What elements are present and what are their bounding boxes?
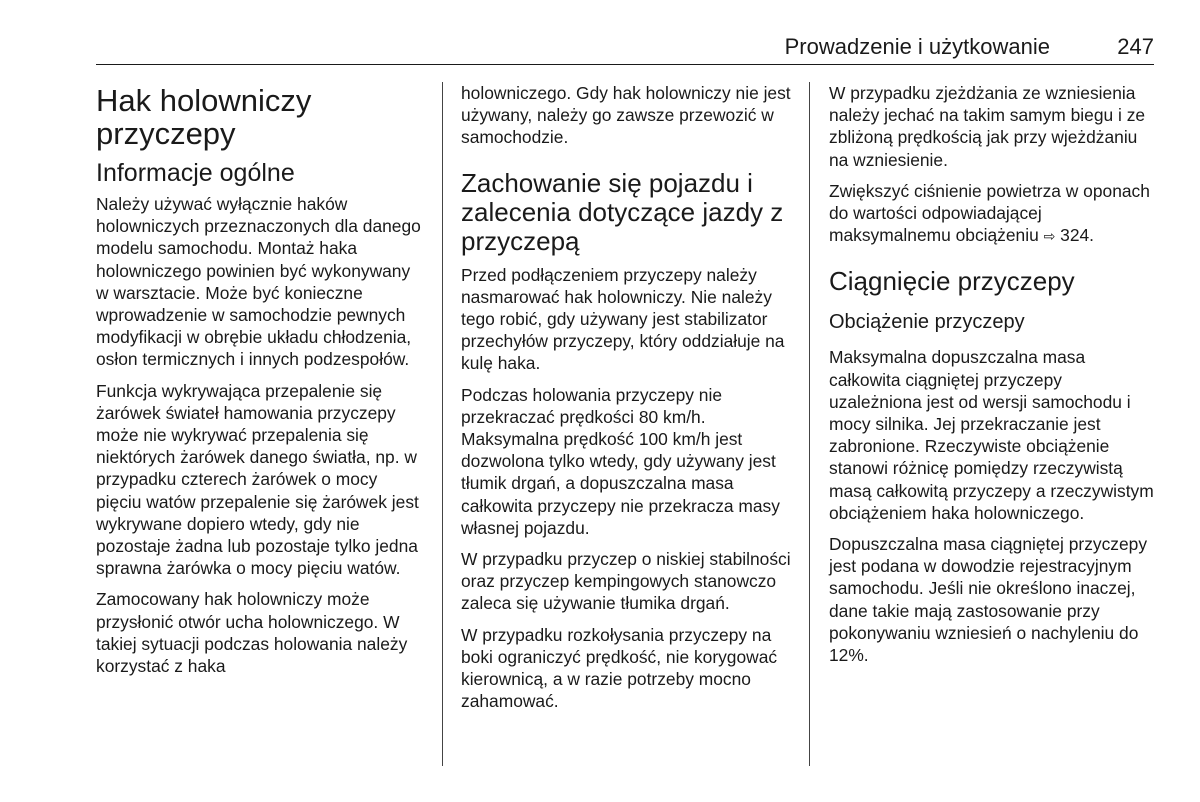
subsection-heading: Obciążenie przyczepy bbox=[829, 311, 1025, 334]
section-heading: Zachowanie się pojazdu i zalecenia dotyczące jazdy z przyczepą bbox=[461, 167, 784, 256]
paragraph: W przypadku przyczep o niskiej stabilności oraz przyczep kempingowych stanowczo zaleca się używanie tłumika drgań. bbox=[461, 549, 791, 614]
column-divider bbox=[809, 82, 810, 766]
section-heading: Ciągnięcie przyczepy bbox=[829, 266, 1075, 297]
page-title: Hak holowniczy przyczepy bbox=[96, 83, 312, 151]
paragraph bbox=[829, 180, 1159, 248]
section-heading: Informacje ogólne bbox=[96, 159, 295, 187]
paragraph: holowniczego. Gdy hak holowniczy nie jest używany, należy go zawsze przewozić w samochodzie. bbox=[461, 83, 791, 148]
page-header bbox=[96, 32, 1154, 65]
section-title: Prowadzenie i użytkowanie bbox=[784, 34, 1050, 59]
paragraph-text: Zwiększyć ciśnienie powietrza w oponach do wartości odpowiadającej maksymalnemu obciążeniu bbox=[829, 180, 1150, 246]
paragraph: Zamocowany hak holowniczy może przysłonić otwór ucha holowniczego. W takiej sytuacji podczas holowania należy korzystać z haka bbox=[96, 589, 408, 677]
paragraph: Maksymalna dopuszczalna masa całkowita ciągniętej przyczepy uzależniona jest od wersji samochodu i mocy silnika. Jej przekraczanie jest zabronione. Rzeczywiste obciążenie stanowi różnicę pomiędzy rzeczywistą masą całkowitą przyczepy a rzeczywistym obciążeniem haka holowniczego. bbox=[829, 347, 1154, 523]
paragraph: Należy używać wyłącznie haków holowniczych przeznaczonych dla danego modelu samochodu. Montaż haka holowniczego powinien być wykonywany w warsztacie. Może być konieczne wprowadzenie w samochodzie pewnych modyfikacji w obrębie układu chłodzenia, osłon termicznych i innych podzespołów. bbox=[96, 194, 421, 370]
column-middle bbox=[461, 82, 791, 721]
paragraph: W przypadku rozkołysania przyczepy na boki ograniczyć prędkość, nie korygować kierownicą, a w razie potrzeby mocno zahamować. bbox=[461, 624, 778, 712]
paragraph: Dopuszczalna masa ciągniętej przyczepy jest podana w dowodzie rejestracyjnym samochodu. Jeśli nie określono inaczej, dane takie mają zastosowanie przy pokonywaniu wzniesień o nachyleniu do 12%. bbox=[829, 534, 1148, 666]
column-right bbox=[829, 82, 1159, 675]
paragraph: Przed podłączeniem przyczepy należy nasmarować hak holowniczy. Nie należy tego robić, gdy używany jest stabilizator przechyłów przyczepy, który oddziałuje na kulę haka. bbox=[461, 264, 785, 374]
page-reference-arrow-icon: ⇨ bbox=[1043, 228, 1056, 245]
page-reference-link[interactable]: 324. bbox=[1060, 225, 1095, 246]
column-left bbox=[96, 82, 426, 686]
paragraph: Funkcja wykrywająca przepalenie się żarówek świateł hamowania przyczepy może nie wykrywać przepalenia się niektórych żarówek danego światła, np. w przypadku czterech żarówek o mocy pięciu watów przepalenie się żarówek jest wykrywane dopiero wtedy, gdy nie pozostaje żadna lub pozostaje tylko jedna sprawna żarówka o mocy pięciu watów. bbox=[96, 380, 419, 579]
paragraph: Podczas holowania przyczepy nie przekraczać prędkości 80 km/h. Maksymalna prędkość 100 km/h jest dozwolona tylko wtedy, gdy używany jest tłumik drgań, a dopuszczalna masa całkowita przyczepy nie przekracza masy własnej pojazdu. bbox=[461, 384, 780, 538]
page-number: 247 bbox=[1117, 34, 1154, 59]
paragraph: W przypadku zjeżdżania ze wzniesienia należy jechać na takim samym biegu i ze zbliżoną prędkością jak przy wjeżdżaniu na wzniesienie. bbox=[829, 83, 1146, 170]
column-divider bbox=[442, 82, 443, 766]
